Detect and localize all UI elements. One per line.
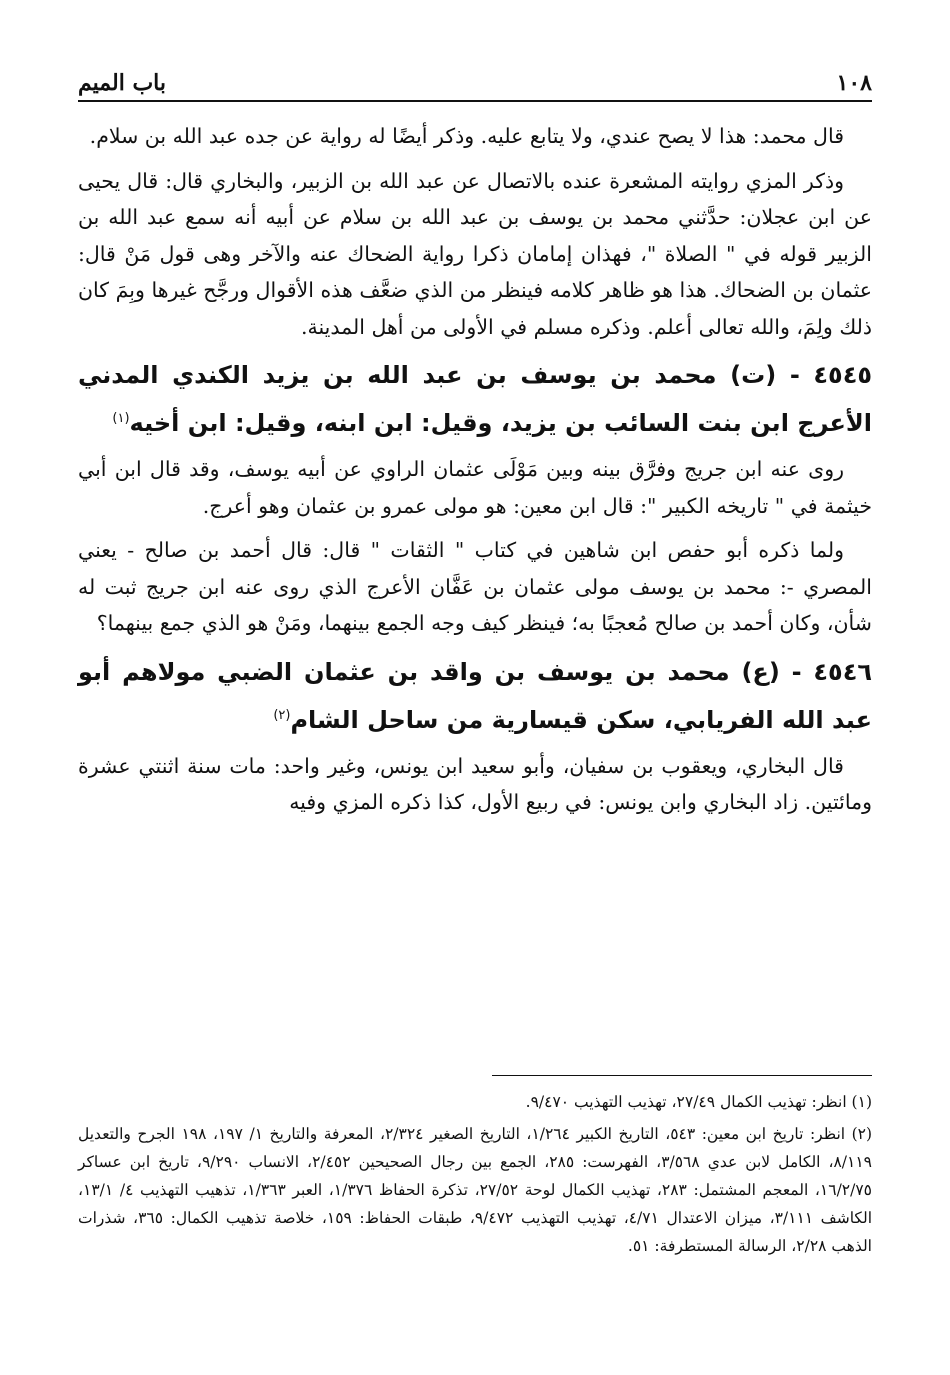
footnote-ref: (٢) — [273, 707, 291, 723]
section-title: باب الميم — [78, 70, 167, 96]
main-text — [78, 118, 872, 829]
page-number: ١٠٨ — [836, 70, 872, 96]
entry-title: ٤٥٤٥ - (ت) محمد بن يوسف بن عبد الله بن يزيد الكندي المدني الأعرج ابن بنت السائب بن يزيد، وقيل: ابن ابنه، وقيل: ابن أخيه — [78, 361, 872, 437]
paragraph: روى عنه ابن جريج وفرَّق بينه وبين مَوْلَى عثمان الراوي عن أبيه يوسف، وقد قال ابن أبي خيثمة في " تاريخه الكبير ": قال ابن معين: هو مولى عمرو بن عثمان وهو أعرج. — [78, 457, 872, 518]
paragraph: ولما ذكره أبو حفص ابن شاهين في كتاب " الثقات " قال: قال أحمد بن صالح - يعني المصري -: محمد بن يوسف مولى عثمان بن عَفَّان الأعرج الذي روى عنه ابن جريج ثبت له شأن، وكان أحمد بن صالح مُعجبًا به؛ فينظر كيف وجه الجمع بينهما، ومَنْ هو الذي جمع بينهما؟ — [78, 538, 872, 635]
page-header — [78, 62, 872, 102]
footnote-divider — [492, 1075, 872, 1076]
entry-heading-4546 — [78, 650, 872, 742]
paragraph: قال محمد: هذا لا يصح عندي، ولا يتابع عليه. وذكر أيضًا له رواية عن جده عبد الله بن سلام. — [89, 124, 844, 148]
footnotes — [78, 1088, 872, 1264]
entry-heading-4545 — [78, 353, 872, 445]
footnote: (١) انظر: تهذيب الكمال ٢٧/٤٩، تهذيب التهذيب ٩/٤٧٠. — [525, 1093, 872, 1111]
footnote: (٢) انظر: تاريخ ابن معين: ٥٤٣، التاريخ الكبير ١/٢٦٤، التاريخ الصغير ٢/٣٢٤، المعرفة والتاريخ ١/ ١٩٧، ١٩٨ الجرح والتعديل ٨/١١٩، الكامل لابن عدي ٣/٥٦٨، الفهرست: ٢٨٥، الجمع بين رجال الصحيحين ٢/٤٥٢، الانساب ٩/٢٩٠، تاريخ ابن عساكر ١٦/٢/٧٥، المعجم المشتمل: ٢٨٣، تهذيب الكمال لوحة ٢٧/٥٢، تذكرة الحفاظ ١/٣٧٦، العبر ١/٣٦٣، تذهيب التهذيب ٤/ ١٣/١، الكاشف ٣/١١١، ميزان الاعتدال ٤/٧١، تهذيب التهذيب ٩/٤٧٢، طبقات الحفاظ: ١٥٩، خلاصة تذهيب الكمال: ٣٦٥، شذرات الذهب ٢/٢٨، الرسالة المستطرفة: ٥١. — [78, 1125, 873, 1255]
paragraph: قال البخاري، ويعقوب بن سفيان، وأبو سعيد ابن يونس، وغير واحد: مات سنة اثنتي عشرة ومائتين. زاد البخاري وابن يونس: في ربيع الأول، كذا ذكره المزي وفيه — [78, 753, 872, 814]
entry-title: ٤٥٤٦ - (ع) محمد بن يوسف بن واقد بن عثمان الضبي مولاهم أبو عبد الله الفريابي، سكن قيسارية من ساحل الشام — [78, 657, 872, 734]
paragraph: وذكر المزي روايته المشعرة عنده بالاتصال عن عبد الله بن الزبير، والبخاري قال: قال يحيى عن ابن عجلان: حدَّثني محمد بن يوسف بن عبد الله بن سلام عن أبيه أنه سمع عبد الله بن الزبير قوله في " الصلاة "، فهذان إمامان ذكرا رواية الضحاك عنه والآخر وهى قول مَنْ قال: عثمان بن الضحاك. هذا هو ظاهر كلامه فينظر من الذي ضعَّف هذه الأقوال ورجَّح غيرها وبِمَ كان ذلك ولِمَ، والله تعالى أعلم. وذكره مسلم في الأولى من أهل المدينة. — [78, 168, 872, 339]
footnote-ref: (١) — [112, 411, 130, 426]
